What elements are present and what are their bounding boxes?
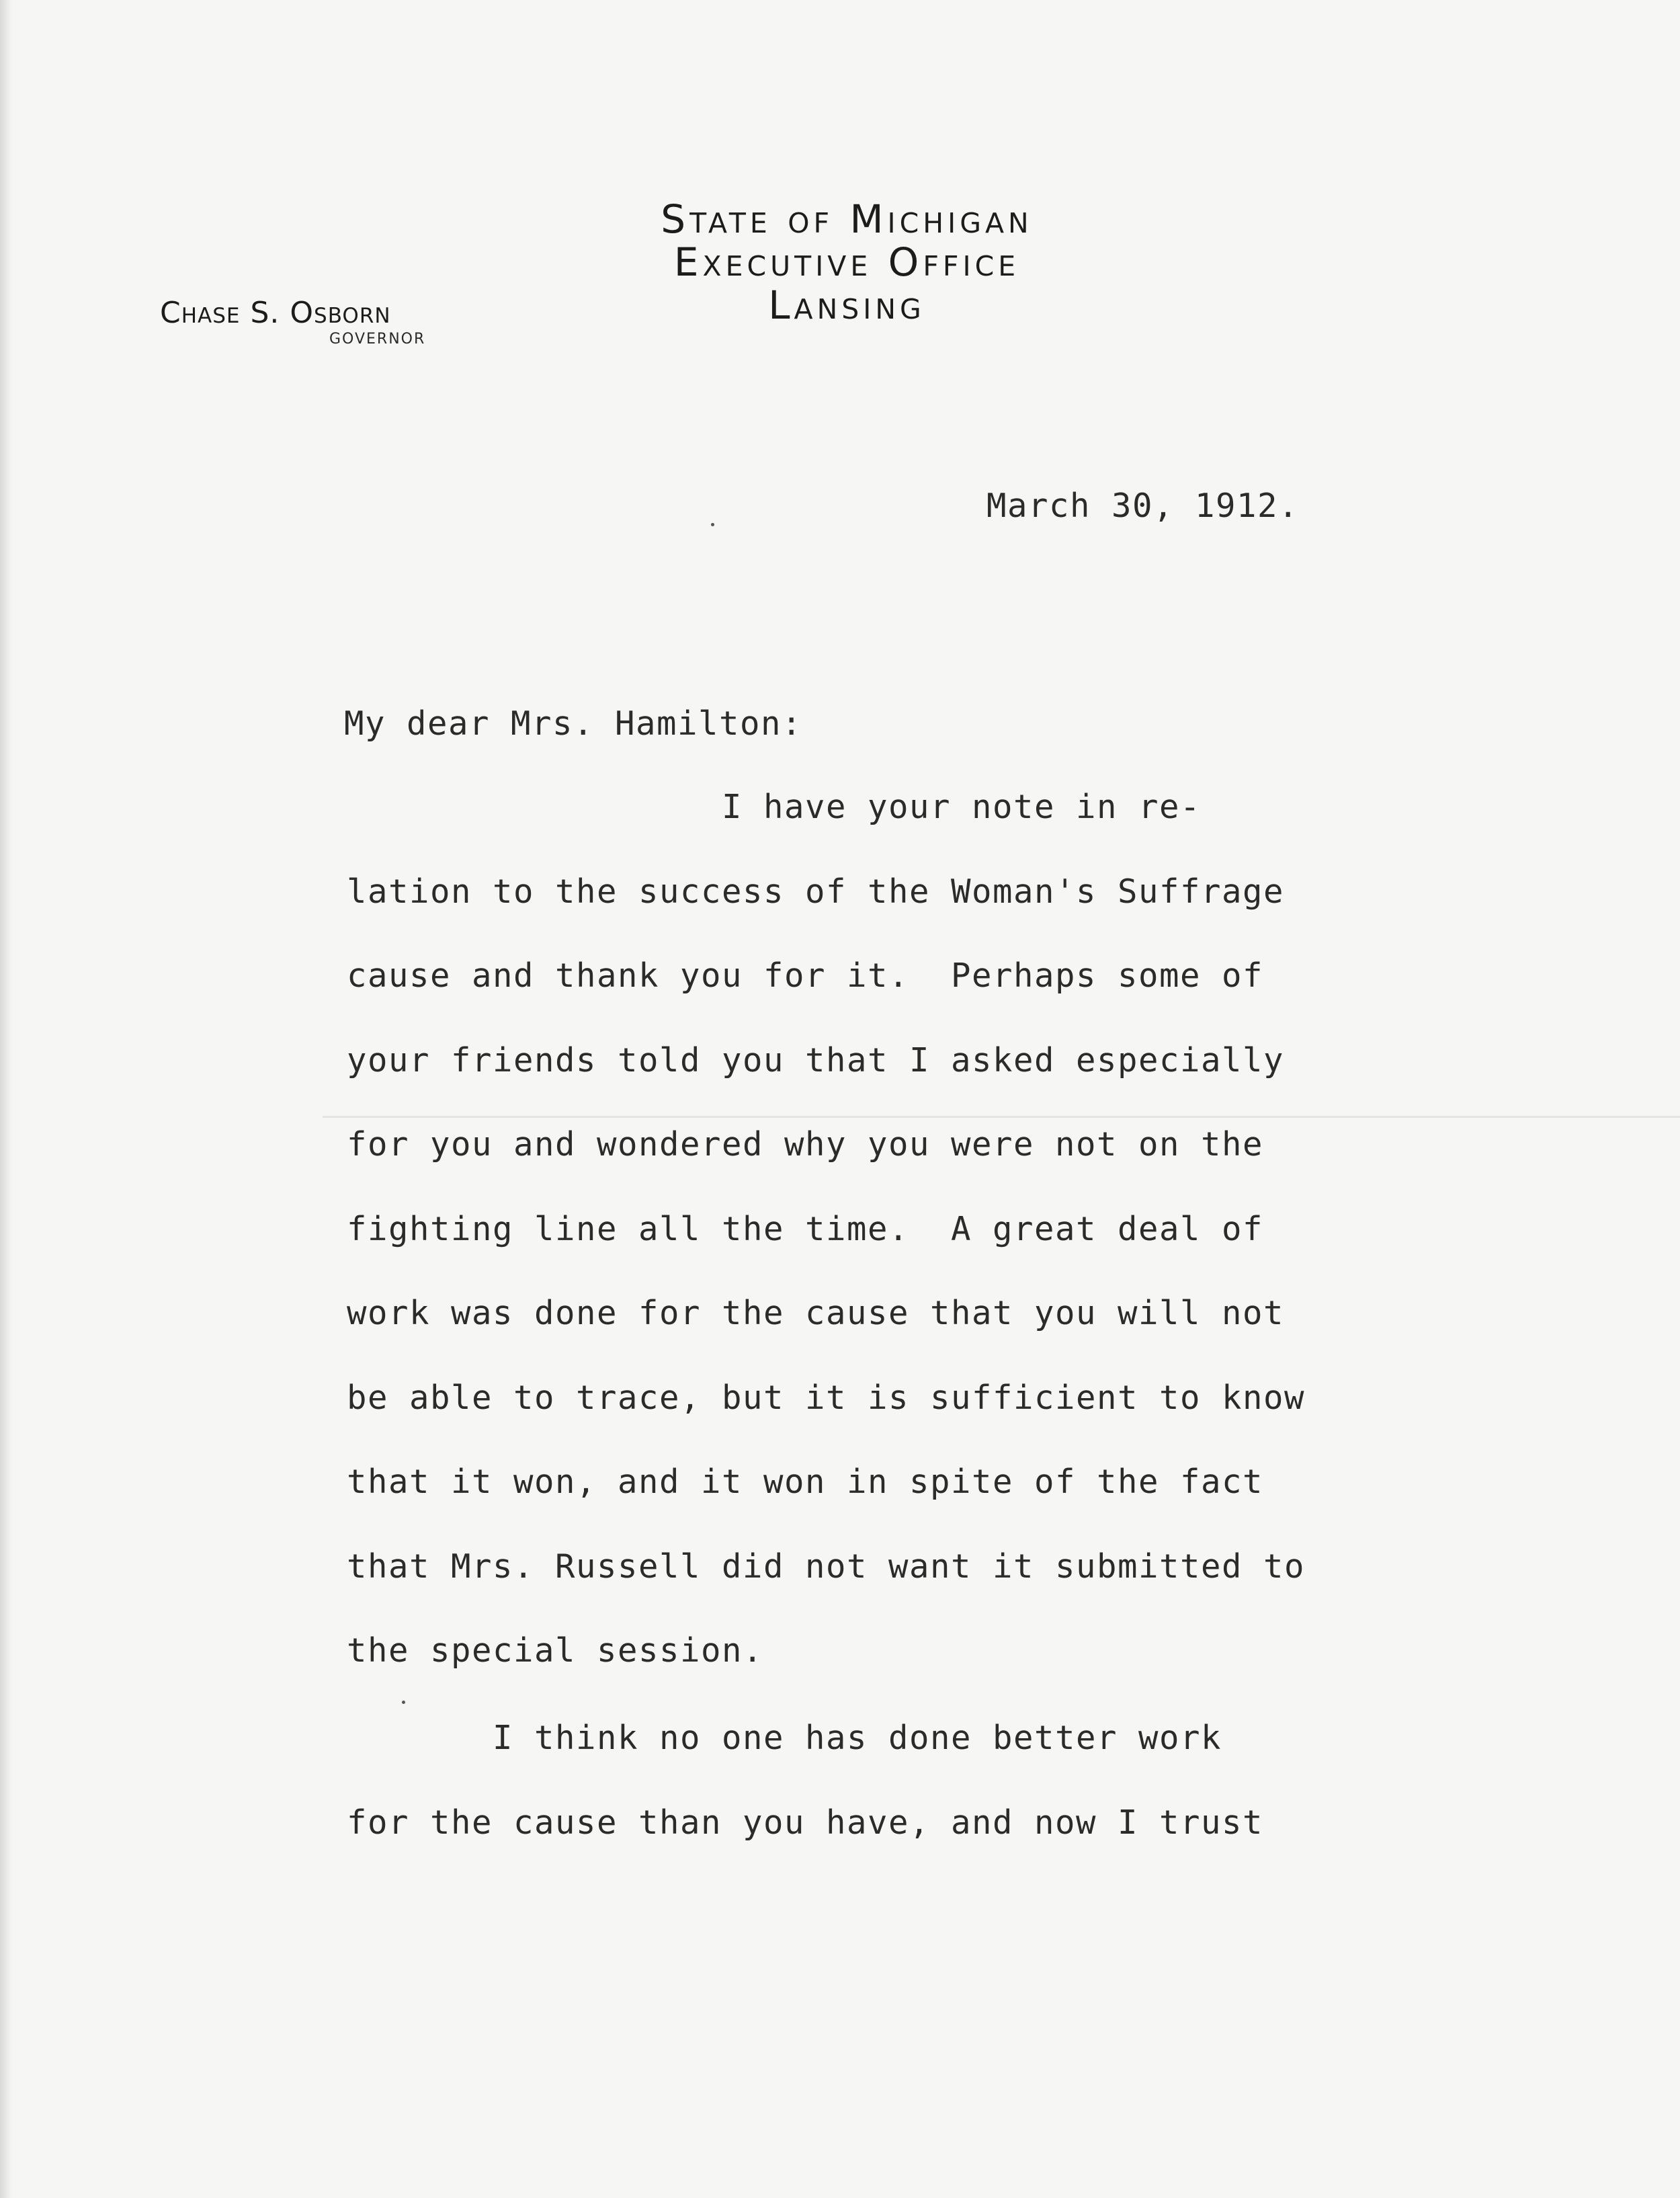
salutation: My dear Mrs. Hamilton:	[344, 704, 803, 743]
body-line-4: your friends told you that I asked especially	[347, 1041, 1285, 1080]
letterhead-state: State of Michigan	[661, 196, 1033, 242]
body-line-7: work was done for the cause that you will not	[347, 1294, 1285, 1332]
body-line-1: I have your note in re-	[347, 788, 1202, 826]
paper-fold-line	[323, 1116, 1680, 1118]
body-line-13: for the cause than you have, and now I trust	[347, 1803, 1264, 1842]
letter-date: March 30, 1912.	[986, 487, 1300, 525]
body-line-6: fighting line all the time. A great deal of	[347, 1210, 1264, 1248]
body-line-8: be able to trace, but it is sufficient to know	[347, 1379, 1306, 1417]
letterhead-city: Lansing	[768, 282, 925, 328]
body-line-10: that Mrs. Russell did not want it submitted to	[347, 1547, 1306, 1586]
ink-speck	[402, 1701, 405, 1704]
body-line-3: cause and thank you for it. Perhaps some of	[347, 956, 1264, 995]
governor-title: GOVERNOR	[329, 331, 426, 348]
body-line-5: for you and wondered why you were not on the	[347, 1125, 1264, 1164]
governor-name: Chase S. Osborn	[160, 296, 391, 330]
body-line-9: that it won, and it won in spite of the fact	[347, 1463, 1264, 1501]
body-line-11: the special session.	[347, 1631, 764, 1670]
body-line-2: lation to the success of the Woman's Suffrage	[347, 872, 1285, 911]
letterhead	[0, 0, 1680, 376]
body-line-12: I think no one has done better work	[347, 1719, 1222, 1757]
letterhead-office: Executive Office	[673, 239, 1020, 285]
ink-speck	[711, 523, 714, 526]
